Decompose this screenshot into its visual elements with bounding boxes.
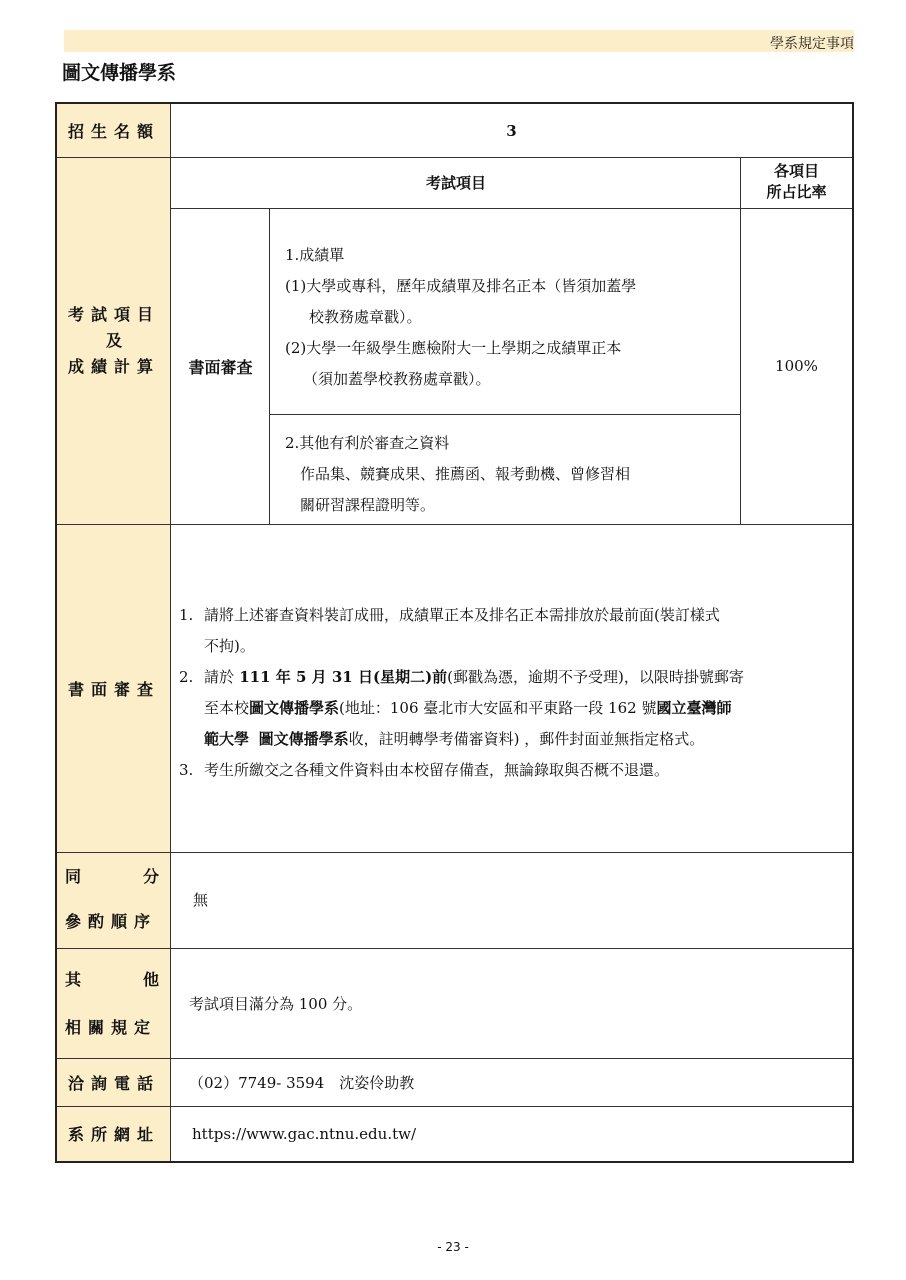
exam-label — [57, 157, 171, 524]
contact-value: （02）7749- 3594 沈姿伶助教 — [189, 1074, 415, 1092]
review-item-1-line1: 請將上述審查資料裝訂成冊，成績單正本及排名正本需排放於最前面(裝訂樣式 — [204, 606, 720, 624]
section-label: 學系規定事項 — [770, 36, 854, 52]
contact-label: 洽詢電話 — [57, 1058, 171, 1106]
admission-table — [55, 102, 854, 1163]
review-label: 書面審查 — [57, 524, 171, 852]
quota-label: 招生名額 — [57, 104, 171, 157]
exam-item-2 — [285, 428, 735, 521]
univ-name-bold-1: 國立臺灣師 — [656, 699, 732, 717]
dept-name-bold-1: 圖文傳播學系 — [249, 699, 340, 717]
divider — [270, 414, 741, 415]
tiebreak-value: 無 — [193, 891, 209, 909]
divider — [170, 104, 171, 1161]
ratio-header-line1: 各項目 — [773, 162, 819, 180]
item1-title: 1.成績單 — [285, 246, 345, 264]
deadline-date: 111 年 5 月 31 日(星期二)前 — [234, 668, 448, 686]
page-number: - 23 - — [437, 1240, 469, 1254]
divider — [57, 1106, 852, 1107]
divider — [269, 208, 270, 524]
review-item-2-e: 收，註明轉學考備審資料) ，郵件封面並無指定格式。 — [348, 730, 705, 748]
divider — [57, 1058, 852, 1059]
divider — [57, 524, 852, 525]
tiebreak-label-a: 同 — [65, 867, 82, 886]
review-item-2-c: 至本校 — [204, 699, 250, 717]
review-number-3: 3. — [179, 761, 194, 779]
item1-sub1-line2: 校教務處章戳）。 — [309, 308, 422, 326]
exam-ratio-header — [741, 157, 852, 208]
exam-item-1 — [285, 240, 735, 395]
other-label-line2: 相關規定 — [65, 1018, 158, 1037]
exam-item-header: 考試項目 — [425, 174, 486, 192]
review-instructions — [179, 600, 847, 786]
exam-label-line1: 考試項目 — [67, 305, 160, 324]
divider — [57, 157, 852, 158]
exam-label-line3: 成績計算 — [67, 357, 160, 376]
exam-method: 書面審查 — [188, 357, 253, 377]
other-label — [57, 948, 171, 1058]
review-item-1-line2: 不拘)。 — [204, 637, 255, 655]
header-band — [64, 30, 854, 52]
tiebreak-label-b: 分 — [143, 867, 160, 886]
quota-value: 3 — [506, 121, 517, 140]
tiebreak-label — [57, 852, 171, 948]
other-label-b: 他 — [143, 970, 160, 989]
review-item-2-b: (郵戳為憑，逾期不予受理)，以限時掛號郵寄 — [447, 668, 744, 686]
review-item-2-a: 請於 — [204, 668, 235, 686]
exam-ratio: 100% — [775, 357, 818, 375]
ratio-header-line2: 所占比率 — [766, 183, 827, 201]
review-item-3: 考生所繳交之各種文件資料由本校留存備查，無論錄取與否概不退還。 — [204, 761, 670, 779]
tiebreak-label-line2: 參酌順序 — [65, 912, 158, 931]
item1-sub2-line1: (2)大學一年級學生應檢附大一上學期之成績單正本 — [285, 339, 622, 357]
item1-sub1-line1: (1)大學或專科，歷年成績單及排名正本（皆須加蓋學 — [285, 277, 637, 295]
review-number-1: 1. — [179, 606, 194, 624]
divider — [57, 852, 852, 853]
website-value[interactable]: https://www.gac.ntnu.edu.tw/ — [192, 1125, 417, 1143]
review-number-2: 2. — [179, 668, 194, 686]
item2-line1: 作品集、競賽成果、推薦函、報考動機、曾修習相 — [300, 465, 631, 483]
item2-line2: 關研習課程證明等。 — [300, 496, 436, 514]
review-item-2-d: (地址：106 臺北市大安區和平東路一段 162 號 — [339, 699, 657, 717]
divider — [171, 208, 852, 209]
item1-sub2-line2: （須加蓋學校教務處章戳）。 — [303, 370, 491, 388]
exam-label-line2: 及 — [105, 331, 122, 350]
department-title: 圖文傳播學系 — [62, 62, 177, 84]
divider — [57, 948, 852, 949]
other-value: 考試項目滿分為 100 分。 — [189, 995, 363, 1013]
divider — [740, 157, 741, 524]
website-label: 系所網址 — [57, 1106, 171, 1161]
item2-title: 2.其他有利於審查之資料 — [285, 434, 450, 452]
dept-name-bold-2: 圖文傳播學系 — [258, 730, 349, 748]
other-label-a: 其 — [65, 970, 82, 989]
univ-name-bold-2: 範大學 — [204, 730, 250, 748]
